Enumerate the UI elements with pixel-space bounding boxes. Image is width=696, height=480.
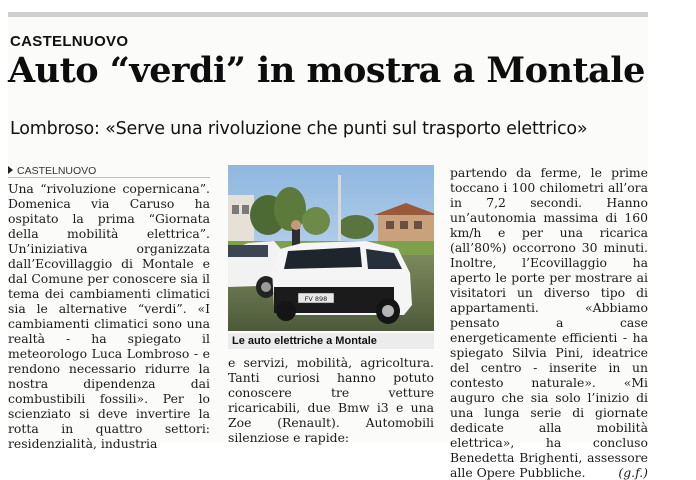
photo-electric-cars	[228, 165, 434, 331]
kicker-label: CASTELNUOVO	[17, 165, 97, 177]
article-column-2: e servizi, mobilità, agricoltura. Tanti curiosi hanno potuto conoscere tre vetture ricaricabili, due Bmw i3 e una Zoe (Renault). Automobili silenziose e rapide:	[228, 355, 434, 445]
subheadline: Lombroso: «Serve una rivoluzione che punti sul trasporto elettrico»	[10, 119, 588, 139]
headline: Auto “verdi” in mostra a Montale	[8, 50, 645, 91]
section-title: CASTELNUOVO	[10, 33, 129, 50]
article-column-1: Una “rivoluzione copernicana”. Domenica via Caruso ha ospitato la prima “Giornata della mobilità elettrica”. Un’iniziativa organizzata dall’Ecovillaggio di Montale e dal Comune per conoscere sia il tema dei cambiamenti climatici sia le alternative “verdi”. «I cambiamenti climatici sono una realtà - ha spiegato il meteorologo Luca Lombroso - e rendono necessario ridurre la nostra dipendenza dai combustibili fossili». Per lo scienziato si deve invertire la rotta in quattro settori: residenzialità, industria	[8, 181, 210, 451]
photo-caption: Le auto elettriche a Montale	[228, 333, 434, 349]
article	[8, 12, 648, 480]
triangle-icon	[8, 166, 13, 174]
author-signature: (g.f.)	[618, 465, 648, 480]
kicker	[8, 165, 210, 178]
photo-illustration	[228, 165, 434, 331]
column-3-text: partendo da ferme, le prime toccano i 100 chilometri all’ora in 7,2 secondi. Hanno un’autonomia massima di 160 km/h e per una ricarica (all’80%) occorrono 30 minuti. Inoltre, l’Ecovillaggio ha aperto le porte per mostrare ai visitatori un diverso tipo di appartamenti. «Abbiamo pensato a case energeticamente efficienti - ha spiegato Silvia Pini, ideatrice del centro - inserite in un contesto naturale». «Mi auguro che sia solo l’inizio di una lunga serie di giornate dedicate alla mobilità elettrica», ha concluso Benedetta Brighenti, assessore alle Opere Pubbliche.	[450, 165, 648, 480]
license-plate: FV 898	[304, 295, 328, 303]
article-column-3	[450, 165, 648, 480]
